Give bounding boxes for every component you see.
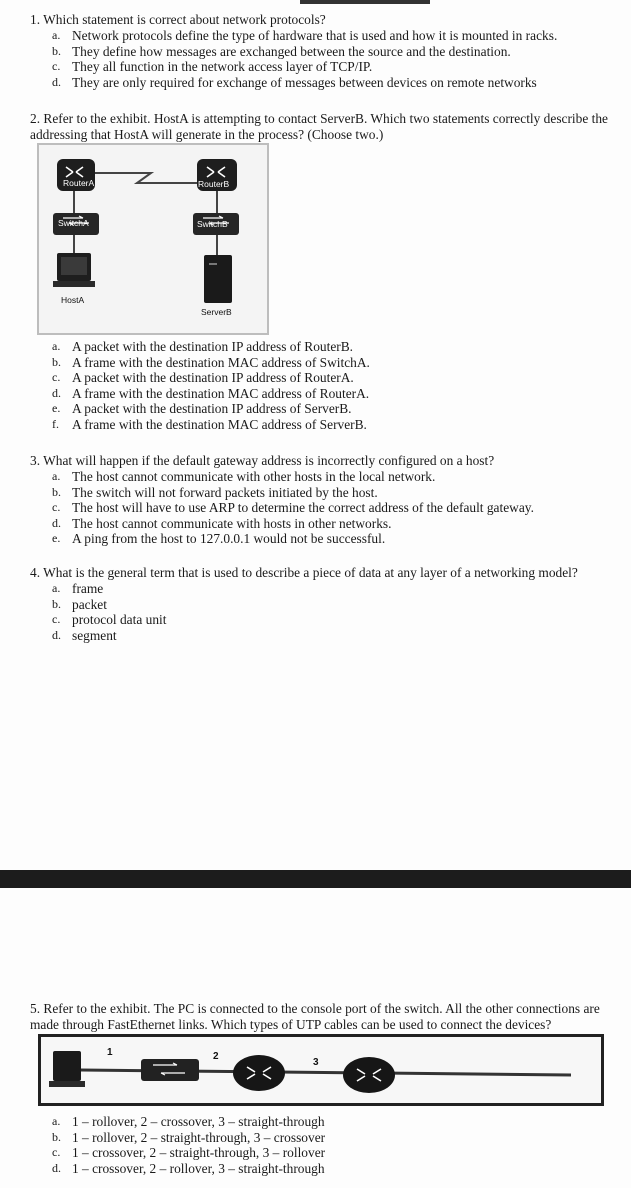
- router-a-label: RouterA: [63, 178, 95, 188]
- exhibit-cable-connections: [38, 1034, 604, 1106]
- question-3-text: 3. What will happen if the default gateway address is incorrectly configured on a host?: [30, 453, 495, 468]
- router-b-label: RouterB: [198, 179, 230, 189]
- switch-a-label: SwitchA: [58, 218, 89, 228]
- option-2f[interactable]: f. A frame with the destination MAC address of ServerB.: [52, 416, 367, 432]
- option-5b[interactable]: b. 1 – rollover, 2 – straight-through, 3 – crossover: [52, 1129, 326, 1145]
- question-3: [30, 453, 615, 547]
- question-2: [30, 111, 615, 143]
- question-5: [30, 1001, 615, 1033]
- question-2-answers: [30, 339, 615, 433]
- option-2d[interactable]: d. A frame with the destination MAC address of RouterA.: [52, 385, 370, 401]
- page-break-bar: [0, 870, 631, 888]
- option-3d[interactable]: d. The host cannot communicate with hosts in other networks.: [52, 515, 392, 531]
- option-1d[interactable]: d. They are only required for exchange of messages between devices on remote networks: [52, 74, 537, 90]
- question-5-text: 5. Refer to the exhibit. The PC is connected to the console port of the switch. All the other connections are made through FastEthernet links. Which types of UTP cables can be used to connect the devices?: [30, 1001, 600, 1032]
- option-4d[interactable]: d. segment: [52, 627, 117, 643]
- option-3c[interactable]: c. The host will have to use ARP to determine the correct address of the default gateway.: [52, 500, 534, 516]
- option-2c[interactable]: c. A packet with the destination IP address of RouterA.: [52, 370, 354, 386]
- option-1a[interactable]: a. Network protocols define the type of hardware that is used and how it is mounted in racks.: [52, 28, 558, 43]
- option-2e[interactable]: e. A packet with the destination IP address of ServerB.: [52, 401, 352, 417]
- option-3a[interactable]: a. The host cannot communicate with other hosts in the local network.: [52, 469, 436, 484]
- question-2-options: [30, 339, 615, 433]
- question-5-answers: [30, 1114, 615, 1176]
- pc-icon: [53, 1051, 81, 1081]
- exhibit-network-topology: [37, 143, 269, 335]
- question-1-text: 1. Which statement is correct about network protocols?: [30, 12, 326, 27]
- option-3b[interactable]: b. The switch will not forward packets initiated by the host.: [52, 484, 378, 500]
- switch-b-label: SwitchB: [197, 219, 228, 229]
- server-b-label: ServerB: [201, 307, 232, 317]
- option-5c[interactable]: c. 1 – crossover, 2 – straight-through, 3 – rollover: [52, 1145, 326, 1161]
- question-1-options: [30, 28, 615, 90]
- option-3e[interactable]: e. A ping from the host to 127.0.0.1 would not be successful.: [52, 531, 386, 547]
- connection-3-label: 3: [313, 1057, 319, 1068]
- option-2a[interactable]: a. A packet with the destination IP address of RouterB.: [52, 339, 354, 354]
- top-edge-bar: [300, 0, 430, 4]
- option-1c[interactable]: c. They all function in the network access layer of TCP/IP.: [52, 59, 373, 75]
- question-1: [30, 12, 615, 90]
- question-5-options: [30, 1114, 615, 1176]
- connection-1-label: 1: [107, 1047, 113, 1058]
- option-1b[interactable]: b. They define how messages are exchanged between the source and the destination.: [52, 43, 511, 59]
- question-4: [30, 565, 615, 643]
- question-4-options: [30, 581, 615, 643]
- option-4b[interactable]: b. packet: [52, 596, 107, 612]
- router-1-icon: [233, 1055, 285, 1091]
- option-4c[interactable]: c. protocol data unit: [52, 612, 167, 628]
- option-5d[interactable]: d. 1 – crossover, 2 – rollover, 3 – straight-through: [52, 1160, 325, 1176]
- question-2-text: 2. Refer to the exhibit. HostA is attempting to contact ServerB. Which two statements correctly describe the addressing that HostA will generate in the process? (Choose two.): [30, 111, 609, 142]
- option-2b[interactable]: b. A frame with the destination MAC address of SwitchA.: [52, 354, 370, 370]
- router-2-icon: [343, 1057, 395, 1093]
- question-4-text: 4. What is the general term that is used to describe a piece of data at any layer of a networking model?: [30, 565, 578, 580]
- question-3-options: [30, 469, 615, 547]
- server-b-icon: [204, 255, 232, 303]
- switch-icon: [141, 1059, 199, 1081]
- option-5a[interactable]: a. 1 – rollover, 2 – crossover, 3 – straight-through: [52, 1114, 325, 1129]
- host-a-label: HostA: [61, 295, 85, 305]
- connections-diagram: [41, 1037, 601, 1103]
- connection-2-label: 2: [213, 1051, 219, 1062]
- wan-link: [91, 173, 199, 183]
- option-4a[interactable]: a. frame: [52, 581, 104, 596]
